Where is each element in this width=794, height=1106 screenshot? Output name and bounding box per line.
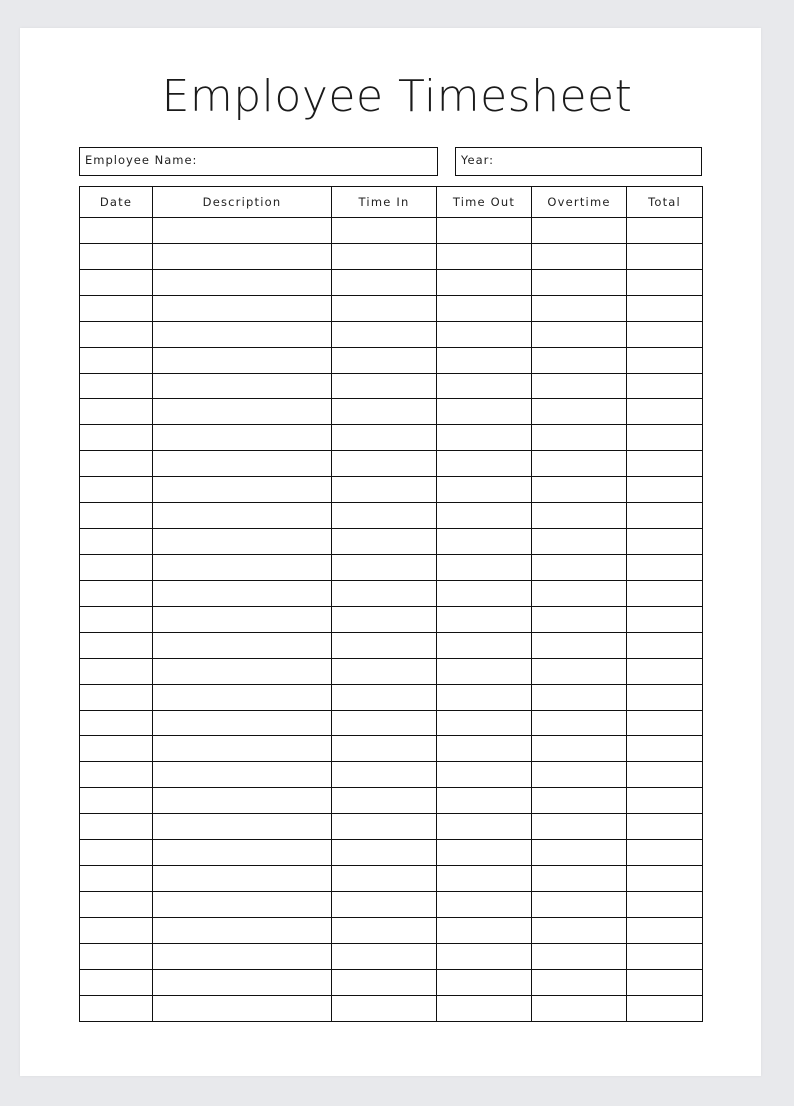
cell-time-in[interactable] [332, 373, 437, 399]
cell-date[interactable] [80, 399, 153, 425]
cell-overtime[interactable] [532, 866, 627, 892]
cell-overtime[interactable] [532, 943, 627, 969]
cell-time-in[interactable] [332, 658, 437, 684]
cell-date[interactable] [80, 710, 153, 736]
cell-description[interactable] [153, 399, 332, 425]
cell-time-out[interactable] [437, 943, 532, 969]
cell-time-in[interactable] [332, 554, 437, 580]
cell-date[interactable] [80, 321, 153, 347]
cell-description[interactable] [153, 295, 332, 321]
cell-overtime[interactable] [532, 684, 627, 710]
cell-description[interactable] [153, 995, 332, 1021]
cell-date[interactable] [80, 347, 153, 373]
cell-description[interactable] [153, 943, 332, 969]
cell-time-in[interactable] [332, 321, 437, 347]
table-row [80, 606, 703, 632]
cell-date[interactable] [80, 425, 153, 451]
cell-overtime[interactable] [532, 736, 627, 762]
column-header-description: Description [153, 187, 332, 218]
cell-total[interactable] [627, 866, 703, 892]
cell-overtime[interactable] [532, 399, 627, 425]
cell-time-in[interactable] [332, 399, 437, 425]
cell-description[interactable] [153, 917, 332, 943]
table-row [80, 554, 703, 580]
cell-time-in[interactable] [332, 710, 437, 736]
cell-total[interactable] [627, 451, 703, 477]
cell-time-in[interactable] [332, 218, 437, 244]
cell-time-out[interactable] [437, 658, 532, 684]
cell-overtime[interactable] [532, 425, 627, 451]
cell-overtime[interactable] [532, 269, 627, 295]
table-row [80, 969, 703, 995]
cell-time-out[interactable] [437, 995, 532, 1021]
cell-date[interactable] [80, 891, 153, 917]
cell-total[interactable] [627, 554, 703, 580]
table-row [80, 503, 703, 529]
cell-date[interactable] [80, 684, 153, 710]
cell-time-in[interactable] [332, 917, 437, 943]
cell-date[interactable] [80, 840, 153, 866]
table-row [80, 684, 703, 710]
cell-time-out[interactable] [437, 580, 532, 606]
cell-time-in[interactable] [332, 451, 437, 477]
cell-date[interactable] [80, 943, 153, 969]
cell-time-out[interactable] [437, 529, 532, 555]
cell-time-in[interactable] [332, 736, 437, 762]
cell-time-in[interactable] [332, 477, 437, 503]
cell-description[interactable] [153, 969, 332, 995]
cell-overtime[interactable] [532, 788, 627, 814]
cell-description[interactable] [153, 580, 332, 606]
cell-date[interactable] [80, 243, 153, 269]
cell-date[interactable] [80, 269, 153, 295]
table-row [80, 814, 703, 840]
cell-total[interactable] [627, 943, 703, 969]
table-row [80, 917, 703, 943]
cell-time-in[interactable] [332, 243, 437, 269]
cell-time-in[interactable] [332, 891, 437, 917]
cell-description[interactable] [153, 762, 332, 788]
cell-time-out[interactable] [437, 554, 532, 580]
table-row [80, 243, 703, 269]
table-row [80, 762, 703, 788]
cell-date[interactable] [80, 606, 153, 632]
cell-time-out[interactable] [437, 814, 532, 840]
cell-time-out[interactable] [437, 399, 532, 425]
column-header-total: Total [627, 187, 703, 218]
cell-total[interactable] [627, 969, 703, 995]
table-row [80, 425, 703, 451]
cell-date[interactable] [80, 995, 153, 1021]
cell-overtime[interactable] [532, 580, 627, 606]
cell-overtime[interactable] [532, 658, 627, 684]
cell-time-out[interactable] [437, 710, 532, 736]
cell-time-in[interactable] [332, 269, 437, 295]
cell-time-in[interactable] [332, 503, 437, 529]
cell-total[interactable] [627, 218, 703, 244]
cell-time-in[interactable] [332, 580, 437, 606]
cell-overtime[interactable] [532, 451, 627, 477]
cell-total[interactable] [627, 529, 703, 555]
cell-description[interactable] [153, 269, 332, 295]
cell-time-out[interactable] [437, 477, 532, 503]
timesheet-table [79, 186, 703, 1022]
cell-description[interactable] [153, 529, 332, 555]
cell-overtime[interactable] [532, 373, 627, 399]
cell-total[interactable] [627, 580, 703, 606]
cell-overtime[interactable] [532, 762, 627, 788]
employee-name-label: Employee Name: [85, 153, 198, 167]
table-row [80, 632, 703, 658]
cell-description[interactable] [153, 840, 332, 866]
cell-time-out[interactable] [437, 347, 532, 373]
table-row [80, 658, 703, 684]
table-row [80, 995, 703, 1021]
cell-total[interactable] [627, 840, 703, 866]
cell-overtime[interactable] [532, 606, 627, 632]
cell-total[interactable] [627, 917, 703, 943]
cell-date[interactable] [80, 917, 153, 943]
cell-description[interactable] [153, 477, 332, 503]
year-label: Year: [461, 153, 495, 167]
cell-time-out[interactable] [437, 425, 532, 451]
cell-overtime[interactable] [532, 347, 627, 373]
cell-date[interactable] [80, 580, 153, 606]
cell-description[interactable] [153, 503, 332, 529]
cell-time-out[interactable] [437, 451, 532, 477]
cell-overtime[interactable] [532, 321, 627, 347]
column-header-date: Date [80, 187, 153, 218]
cell-date[interactable] [80, 295, 153, 321]
cell-total[interactable] [627, 762, 703, 788]
cell-time-in[interactable] [332, 684, 437, 710]
cell-time-out[interactable] [437, 969, 532, 995]
cell-overtime[interactable] [532, 218, 627, 244]
cell-total[interactable] [627, 321, 703, 347]
cell-time-out[interactable] [437, 269, 532, 295]
cell-time-out[interactable] [437, 736, 532, 762]
cell-time-in[interactable] [332, 347, 437, 373]
cell-date[interactable] [80, 529, 153, 555]
cell-description[interactable] [153, 451, 332, 477]
table-row [80, 347, 703, 373]
cell-description[interactable] [153, 788, 332, 814]
cell-total[interactable] [627, 243, 703, 269]
cell-time-in[interactable] [332, 788, 437, 814]
cell-total[interactable] [627, 606, 703, 632]
cell-date[interactable] [80, 218, 153, 244]
cell-time-out[interactable] [437, 243, 532, 269]
cell-total[interactable] [627, 788, 703, 814]
timesheet-body [80, 218, 703, 1022]
cell-date[interactable] [80, 373, 153, 399]
cell-date[interactable] [80, 632, 153, 658]
table-row [80, 710, 703, 736]
cell-description[interactable] [153, 554, 332, 580]
table-row [80, 295, 703, 321]
cell-time-out[interactable] [437, 917, 532, 943]
cell-overtime[interactable] [532, 917, 627, 943]
cell-total[interactable] [627, 995, 703, 1021]
cell-time-out[interactable] [437, 840, 532, 866]
cell-time-in[interactable] [332, 840, 437, 866]
cell-time-out[interactable] [437, 218, 532, 244]
cell-total[interactable] [627, 295, 703, 321]
cell-total[interactable] [627, 658, 703, 684]
table-row [80, 321, 703, 347]
cell-total[interactable] [627, 710, 703, 736]
cell-description[interactable] [153, 891, 332, 917]
cell-total[interactable] [627, 269, 703, 295]
cell-overtime[interactable] [532, 710, 627, 736]
cell-date[interactable] [80, 451, 153, 477]
cell-description[interactable] [153, 373, 332, 399]
table-row [80, 866, 703, 892]
cell-time-out[interactable] [437, 373, 532, 399]
table-row [80, 373, 703, 399]
cell-overtime[interactable] [532, 503, 627, 529]
cell-time-in[interactable] [332, 425, 437, 451]
cell-overtime[interactable] [532, 995, 627, 1021]
table-row [80, 529, 703, 555]
table-row [80, 891, 703, 917]
cell-date[interactable] [80, 554, 153, 580]
cell-time-out[interactable] [437, 762, 532, 788]
cell-description[interactable] [153, 606, 332, 632]
table-row [80, 943, 703, 969]
cell-time-in[interactable] [332, 969, 437, 995]
cell-overtime[interactable] [532, 814, 627, 840]
cell-description[interactable] [153, 736, 332, 762]
cell-date[interactable] [80, 814, 153, 840]
cell-description[interactable] [153, 684, 332, 710]
cell-description[interactable] [153, 866, 332, 892]
table-row [80, 269, 703, 295]
cell-time-out[interactable] [437, 891, 532, 917]
table-row [80, 218, 703, 244]
cell-overtime[interactable] [532, 243, 627, 269]
cell-description[interactable] [153, 710, 332, 736]
cell-total[interactable] [627, 684, 703, 710]
cell-description[interactable] [153, 347, 332, 373]
cell-time-in[interactable] [332, 814, 437, 840]
cell-total[interactable] [627, 477, 703, 503]
cell-overtime[interactable] [532, 632, 627, 658]
cell-overtime[interactable] [532, 891, 627, 917]
page-title: Employee Timesheet [161, 71, 633, 122]
cell-date[interactable] [80, 762, 153, 788]
cell-overtime[interactable] [532, 840, 627, 866]
cell-overtime[interactable] [532, 969, 627, 995]
table-row [80, 477, 703, 503]
cell-overtime[interactable] [532, 529, 627, 555]
cell-description[interactable] [153, 632, 332, 658]
cell-total[interactable] [627, 347, 703, 373]
cell-description[interactable] [153, 425, 332, 451]
table-row [80, 788, 703, 814]
cell-time-out[interactable] [437, 788, 532, 814]
table-row [80, 580, 703, 606]
cell-description[interactable] [153, 814, 332, 840]
cell-date[interactable] [80, 866, 153, 892]
table-row [80, 736, 703, 762]
cell-date[interactable] [80, 788, 153, 814]
cell-date[interactable] [80, 736, 153, 762]
cell-total[interactable] [627, 503, 703, 529]
cell-date[interactable] [80, 969, 153, 995]
cell-time-out[interactable] [437, 684, 532, 710]
cell-overtime[interactable] [532, 295, 627, 321]
year-field[interactable] [455, 147, 702, 176]
cell-time-out[interactable] [437, 606, 532, 632]
cell-time-in[interactable] [332, 295, 437, 321]
cell-description[interactable] [153, 658, 332, 684]
table-row [80, 451, 703, 477]
cell-date[interactable] [80, 658, 153, 684]
employee-name-field[interactable] [79, 147, 438, 176]
cell-time-in[interactable] [332, 943, 437, 969]
table-row [80, 840, 703, 866]
cell-total[interactable] [627, 891, 703, 917]
column-header-time-in: Time In [332, 187, 437, 218]
cell-time-in[interactable] [332, 632, 437, 658]
table-header-row [80, 187, 703, 218]
cell-time-in[interactable] [332, 606, 437, 632]
cell-date[interactable] [80, 503, 153, 529]
cell-time-in[interactable] [332, 995, 437, 1021]
cell-total[interactable] [627, 425, 703, 451]
cell-date[interactable] [80, 477, 153, 503]
cell-total[interactable] [627, 399, 703, 425]
cell-time-in[interactable] [332, 762, 437, 788]
column-header-overtime: Overtime [532, 187, 627, 218]
table-row [80, 399, 703, 425]
column-header-time-out: Time Out [437, 187, 532, 218]
cell-time-out[interactable] [437, 632, 532, 658]
cell-time-in[interactable] [332, 529, 437, 555]
cell-description[interactable] [153, 243, 332, 269]
cell-overtime[interactable] [532, 554, 627, 580]
cell-total[interactable] [627, 373, 703, 399]
cell-time-out[interactable] [437, 321, 532, 347]
cell-total[interactable] [627, 736, 703, 762]
cell-description[interactable] [153, 218, 332, 244]
cell-total[interactable] [627, 632, 703, 658]
cell-total[interactable] [627, 814, 703, 840]
cell-time-in[interactable] [332, 866, 437, 892]
cell-time-out[interactable] [437, 295, 532, 321]
cell-time-out[interactable] [437, 866, 532, 892]
cell-time-out[interactable] [437, 503, 532, 529]
cell-description[interactable] [153, 321, 332, 347]
cell-overtime[interactable] [532, 477, 627, 503]
